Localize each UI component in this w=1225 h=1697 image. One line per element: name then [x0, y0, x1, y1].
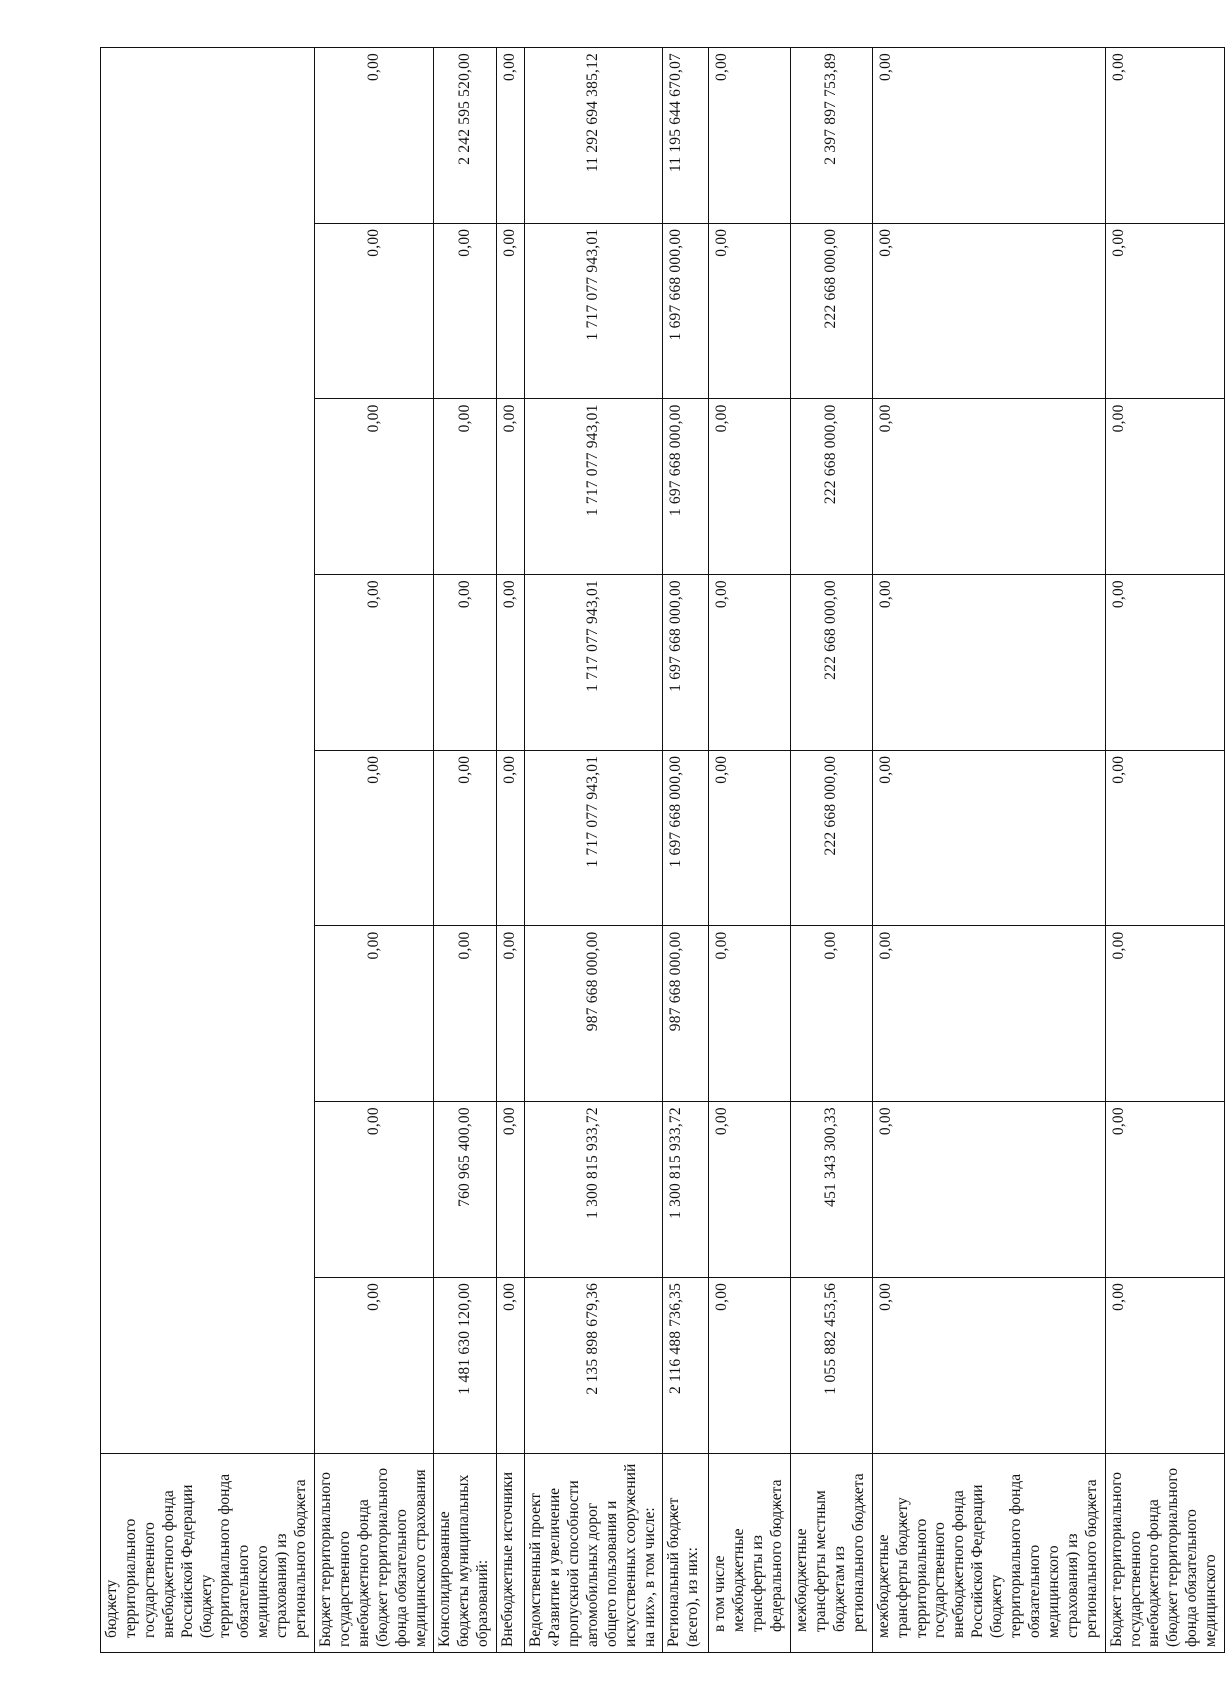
table-cell: 0,00 [709, 926, 791, 1102]
row-label: Региональный бюджет (всего), из них: [663, 1453, 709, 1652]
table-cell: 0,00 [497, 926, 525, 1102]
table-row [791, 48, 873, 1653]
table-row [314, 48, 433, 1653]
table-cell: 1 717 077 943,01 [525, 223, 663, 399]
table-cell: 2 242 595 520,00 [434, 48, 497, 224]
budget-financing-table [100, 47, 1225, 1653]
table-cell: 11 292 694 385,12 [525, 48, 663, 224]
table-row [872, 48, 1105, 1653]
table-row [497, 48, 525, 1653]
table-row [434, 48, 497, 1653]
table-cell: 0,00 [314, 223, 433, 399]
row-label: межбюджетные трансферты бюджету территориального государственного внебюджетного фонда Российской Федерации (бюджету территориального фонда обязательного медицинского страхования) из регионального бюджета [872, 1453, 1105, 1652]
table-cell: 0,00 [1105, 926, 1224, 1102]
row-label: Бюджет территориального государственного внебюджетного фонда (бюджет территориального фонда обязательного медицинского [1105, 1453, 1224, 1652]
table-cell: 222 668 000,00 [791, 750, 873, 926]
table-cell: 1 300 815 933,72 [663, 1102, 709, 1278]
table-cell: 222 668 000,00 [791, 575, 873, 751]
table-cell: 0,00 [709, 399, 791, 575]
table-cell: 451 343 300,33 [791, 1102, 873, 1278]
table-cell: 1 717 077 943,01 [525, 750, 663, 926]
table-cell: 0,00 [872, 575, 1105, 751]
table-cell: 0,00 [1105, 48, 1224, 224]
row-label: бюджету территориального государственного внебюджетного фонда Российской Федерации (бюджету территориального фонда обязательного медицинского страхования) из регионального бюджета [101, 1453, 315, 1652]
table-cell: 0,00 [709, 750, 791, 926]
table-row [709, 48, 791, 1653]
table-row [101, 48, 315, 1653]
table-cell: 1 055 882 453,56 [791, 1277, 873, 1453]
table-cell: 1 697 668 000,00 [663, 223, 709, 399]
row-label: Внебюджетные источники [497, 1453, 525, 1652]
table-cell: 2 135 898 679,36 [525, 1277, 663, 1453]
table-cell: 1 481 630 120,00 [434, 1277, 497, 1453]
row-label: Консолидированные бюджеты муниципальных образований: [434, 1453, 497, 1652]
table-cell: 0,00 [434, 399, 497, 575]
table-cell: 1 697 668 000,00 [663, 750, 709, 926]
table-cell: 0,00 [434, 926, 497, 1102]
table-cell: 0,00 [872, 223, 1105, 399]
table-cell: 0,00 [872, 926, 1105, 1102]
table-cell: 0,00 [314, 1277, 433, 1453]
table-cell: 0,00 [872, 1102, 1105, 1278]
table-cell: 1 717 077 943,01 [525, 575, 663, 751]
table-cell: 2 116 488 736,35 [663, 1277, 709, 1453]
table-cell: 0,00 [872, 48, 1105, 224]
table-cell: 0,00 [497, 1102, 525, 1278]
row-label: в том числе межбюджетные трансферты из федерального бюджета [709, 1453, 791, 1652]
table-cell: 987 668 000,00 [525, 926, 663, 1102]
table-cell: 222 668 000,00 [791, 223, 873, 399]
table-cell: 0,00 [434, 750, 497, 926]
rotated-table-container [100, 47, 1220, 1653]
table-cell: 0,00 [314, 399, 433, 575]
table-cell: 0,00 [314, 48, 433, 224]
table-cell: 0,00 [497, 399, 525, 575]
table-cell: 0,00 [709, 575, 791, 751]
table-row [525, 48, 663, 1653]
table-cell: 0,00 [497, 48, 525, 224]
table-cell: 0,00 [434, 575, 497, 751]
table-cell: 0,00 [791, 926, 873, 1102]
table-cell: 0,00 [1105, 1102, 1224, 1278]
table-cell: 0,00 [1105, 399, 1224, 575]
table-cell: 0,00 [872, 1277, 1105, 1453]
row-label: Ведомственный проект «Развитие и увеличение пропускной способности автомобильных дорог общего пользования и искусственных сооружений на них», в том числе: [525, 1453, 663, 1652]
table-cell: 1 697 668 000,00 [663, 399, 709, 575]
table-cell: 0,00 [497, 575, 525, 751]
table-cell: 0,00 [497, 1277, 525, 1453]
table-cell: 0,00 [709, 1277, 791, 1453]
table-cell: 0,00 [497, 750, 525, 926]
table-cell: 987 668 000,00 [663, 926, 709, 1102]
table-cell: 0,00 [434, 223, 497, 399]
table-cell: 1 697 668 000,00 [663, 575, 709, 751]
table-cell: 1 717 077 943,01 [525, 399, 663, 575]
table-cell: 0,00 [314, 926, 433, 1102]
table-cell: 0,00 [872, 750, 1105, 926]
row-label: межбюджетные трансферты местным бюджетам из регионального бюджета [791, 1453, 873, 1652]
table-cell: 760 965 400,00 [434, 1102, 497, 1278]
table-cell: 0,00 [314, 1102, 433, 1278]
table-cell: 0,00 [314, 575, 433, 751]
table-cell: 0,00 [872, 399, 1105, 575]
table-row [1105, 48, 1224, 1653]
table-cell: 0,00 [1105, 575, 1224, 751]
table-cell: 1 300 815 933,72 [525, 1102, 663, 1278]
table-cell: 0,00 [1105, 750, 1224, 926]
table-cell: 0,00 [314, 750, 433, 926]
table-cell: 0,00 [1105, 223, 1224, 399]
table-cell: 11 195 644 670,07 [663, 48, 709, 224]
table-cell [101, 48, 315, 1454]
table-cell: 2 397 897 753,89 [791, 48, 873, 224]
table-cell: 222 668 000,00 [791, 399, 873, 575]
table-cell: 0,00 [709, 48, 791, 224]
table-cell: 0,00 [709, 223, 791, 399]
table-cell: 0,00 [497, 223, 525, 399]
table-cell: 0,00 [1105, 1277, 1224, 1453]
table-cell: 0,00 [709, 1102, 791, 1278]
row-label: Бюджет территориального государственного внебюджетного фонда (бюджет территориального фонда обязательного медицинского страхования [314, 1453, 433, 1652]
table-row [663, 48, 709, 1653]
